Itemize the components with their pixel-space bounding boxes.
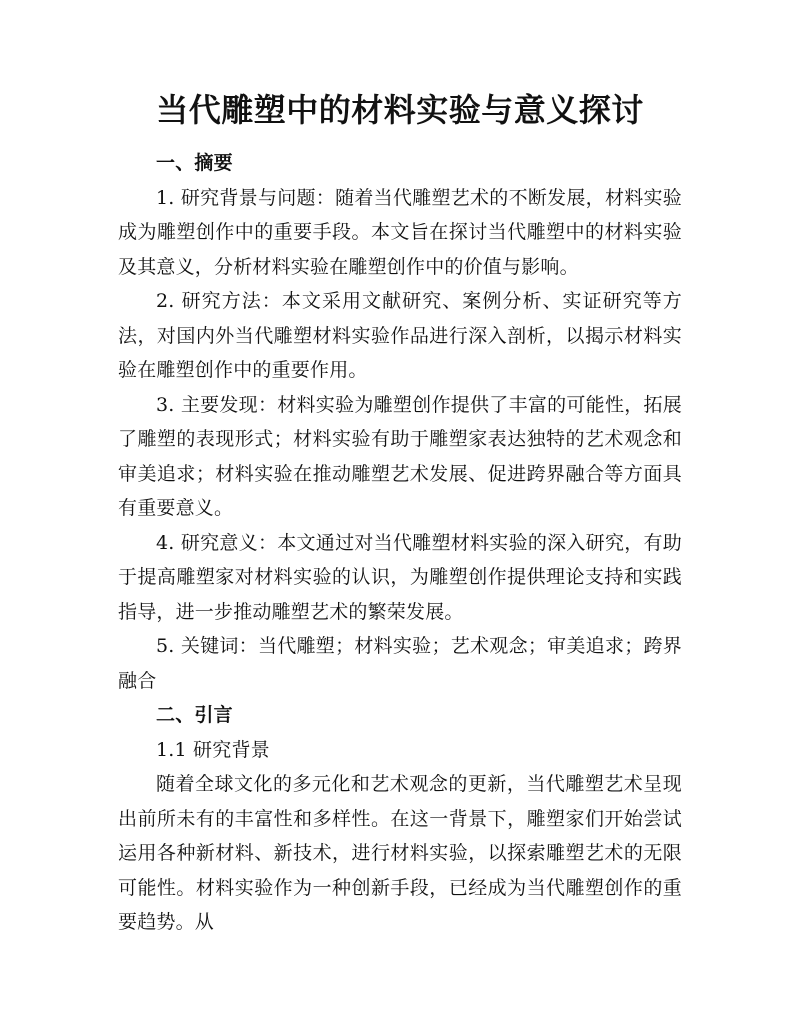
abstract-paragraph-findings: 3. 主要发现：材料实验为雕塑创作提供了丰富的可能性，拓展了雕塑的表现形式；材料实验有助于雕塑家表达独特的艺术观念和审美追求；材料实验在推动雕塑艺术发展、促进跨界融合等方面具有重要意义。 xyxy=(118,393,682,519)
section-heading-introduction: 二、引言 xyxy=(156,704,233,726)
abstract-paragraph-methods: 2. 研究方法：本文采用文献研究、案例分析、实证研究等方法，对国内外当代雕塑材料实验作品进行深入剖析，以揭示材料实验在雕塑创作中的重要作用。 xyxy=(118,290,682,381)
abstract-paragraph-keywords: 5. 关键词：当代雕塑；材料实验；艺术观念；审美追求；跨界融合 xyxy=(118,635,682,692)
document-title: 当代雕塑中的材料实验与意义探讨 xyxy=(156,91,644,129)
subsection-heading-research-background: 1.1 研究背景 xyxy=(156,738,270,761)
abstract-paragraph-significance: 4. 研究意义：本文通过对当代雕塑材料实验的深入研究，有助于提高雕塑家对材料实验的认识，为雕塑创作提供理论支持和实践指导，进一步推动雕塑艺术的繁荣发展。 xyxy=(118,531,682,623)
document-body xyxy=(118,146,682,940)
introduction-paragraph: 随着全球文化的多元化和艺术观念的更新，当代雕塑艺术呈现出前所未有的丰富性和多样性。在这一背景下，雕塑家们开始尝试运用各种新材料、新技术，进行材料实验，以探索雕塑艺术的无限可能性。材料实验作为一种创新手段，已经成为当代雕塑创作的重要趋势。从 xyxy=(118,773,682,933)
section-heading-abstract: 一、摘要 xyxy=(156,152,233,174)
abstract-paragraph-background: 1. 研究背景与问题：随着当代雕塑艺术的不断发展，材料实验成为雕塑创作中的重要手段。本文旨在探讨当代雕塑中的材料实验及其意义，分析材料实验在雕塑创作中的价值与影响。 xyxy=(118,186,682,278)
